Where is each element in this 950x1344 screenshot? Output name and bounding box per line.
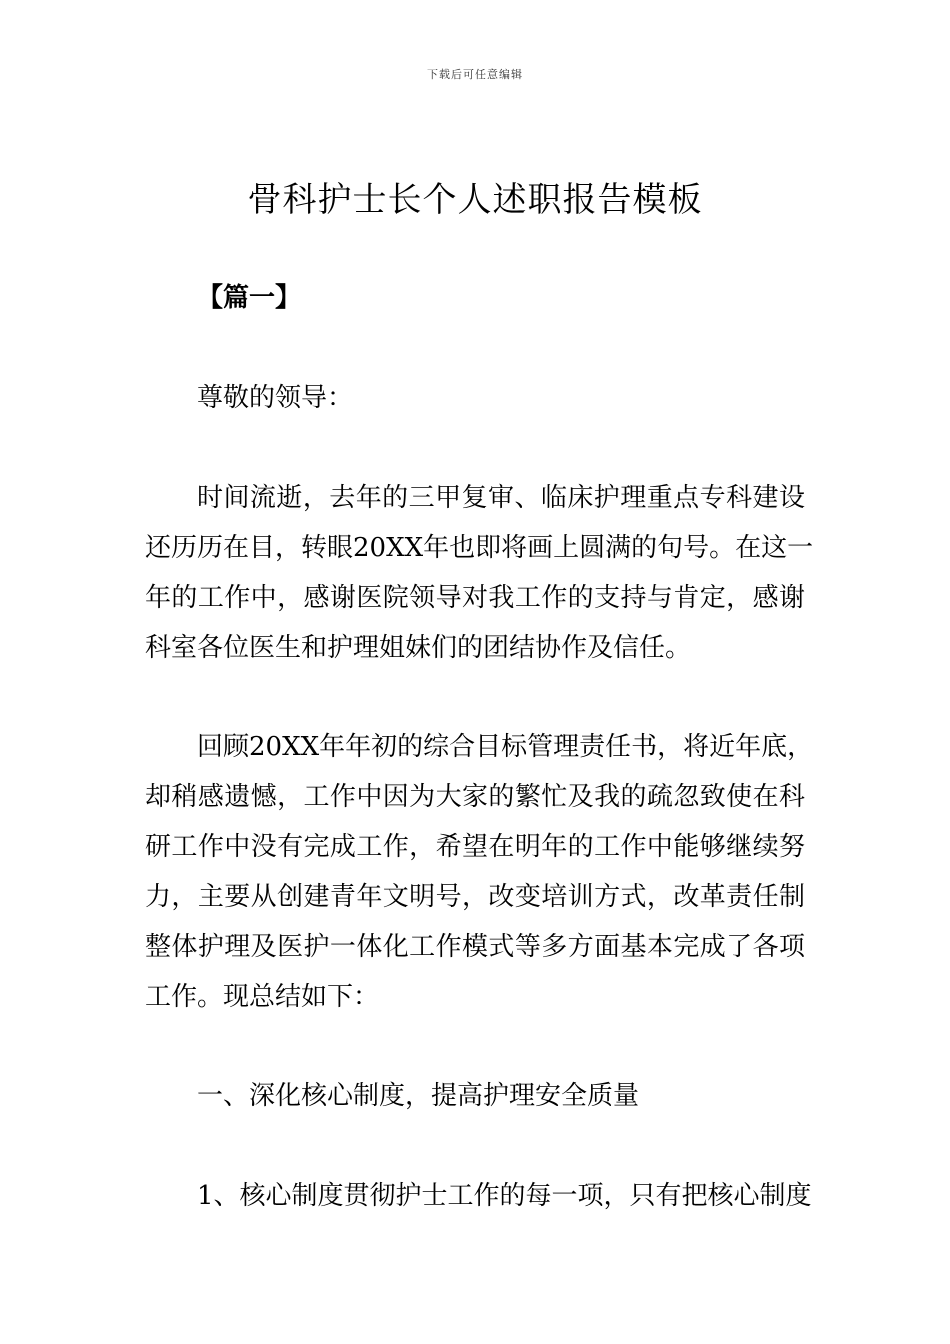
paragraph-line: 力，主要从创建青年文明号，改变培训方式，改革责任制 xyxy=(145,882,805,912)
paragraph-line: 1、核心制度贯彻护士工作的每一项，只有把核心制度 xyxy=(197,1181,812,1211)
paragraph-line: 年的工作中，感谢医院领导对我工作的支持与肯定，感谢 xyxy=(145,583,805,613)
paragraph-line: 科室各位医生和护理姐妹们的团结协作及信任。 xyxy=(145,633,692,663)
document-title: 骨科护士长个人述职报告模板 xyxy=(247,180,703,220)
paragraph-line: 整体护理及医护一体化工作模式等多方面基本完成了各项 xyxy=(145,932,805,962)
salutation: 尊敬的领导： xyxy=(197,383,354,413)
paragraph-line: 研工作中没有完成工作，希望在明年的工作中能够继续努 xyxy=(145,832,805,862)
paragraph-line: 还历历在目，转眼20XX年也即将画上圆满的句号。在这一 xyxy=(145,533,814,563)
header-note: 下载后可任意编辑 xyxy=(427,68,523,81)
section-heading: 一、深化核心制度，提高护理安全质量 xyxy=(197,1081,640,1111)
section-label: 【篇一】 xyxy=(197,283,302,313)
paragraph-line: 回顾20XX年年初的综合目标管理责任书，将近年底， xyxy=(197,732,814,762)
paragraph-line: 时间流逝，去年的三甲复审、临床护理重点专科建设 xyxy=(197,483,805,513)
paragraph-line: 工作。现总结如下： xyxy=(145,982,380,1012)
paragraph-line: 却稍感遗憾，工作中因为大家的繁忙及我的疏忽致使在科 xyxy=(145,782,805,812)
